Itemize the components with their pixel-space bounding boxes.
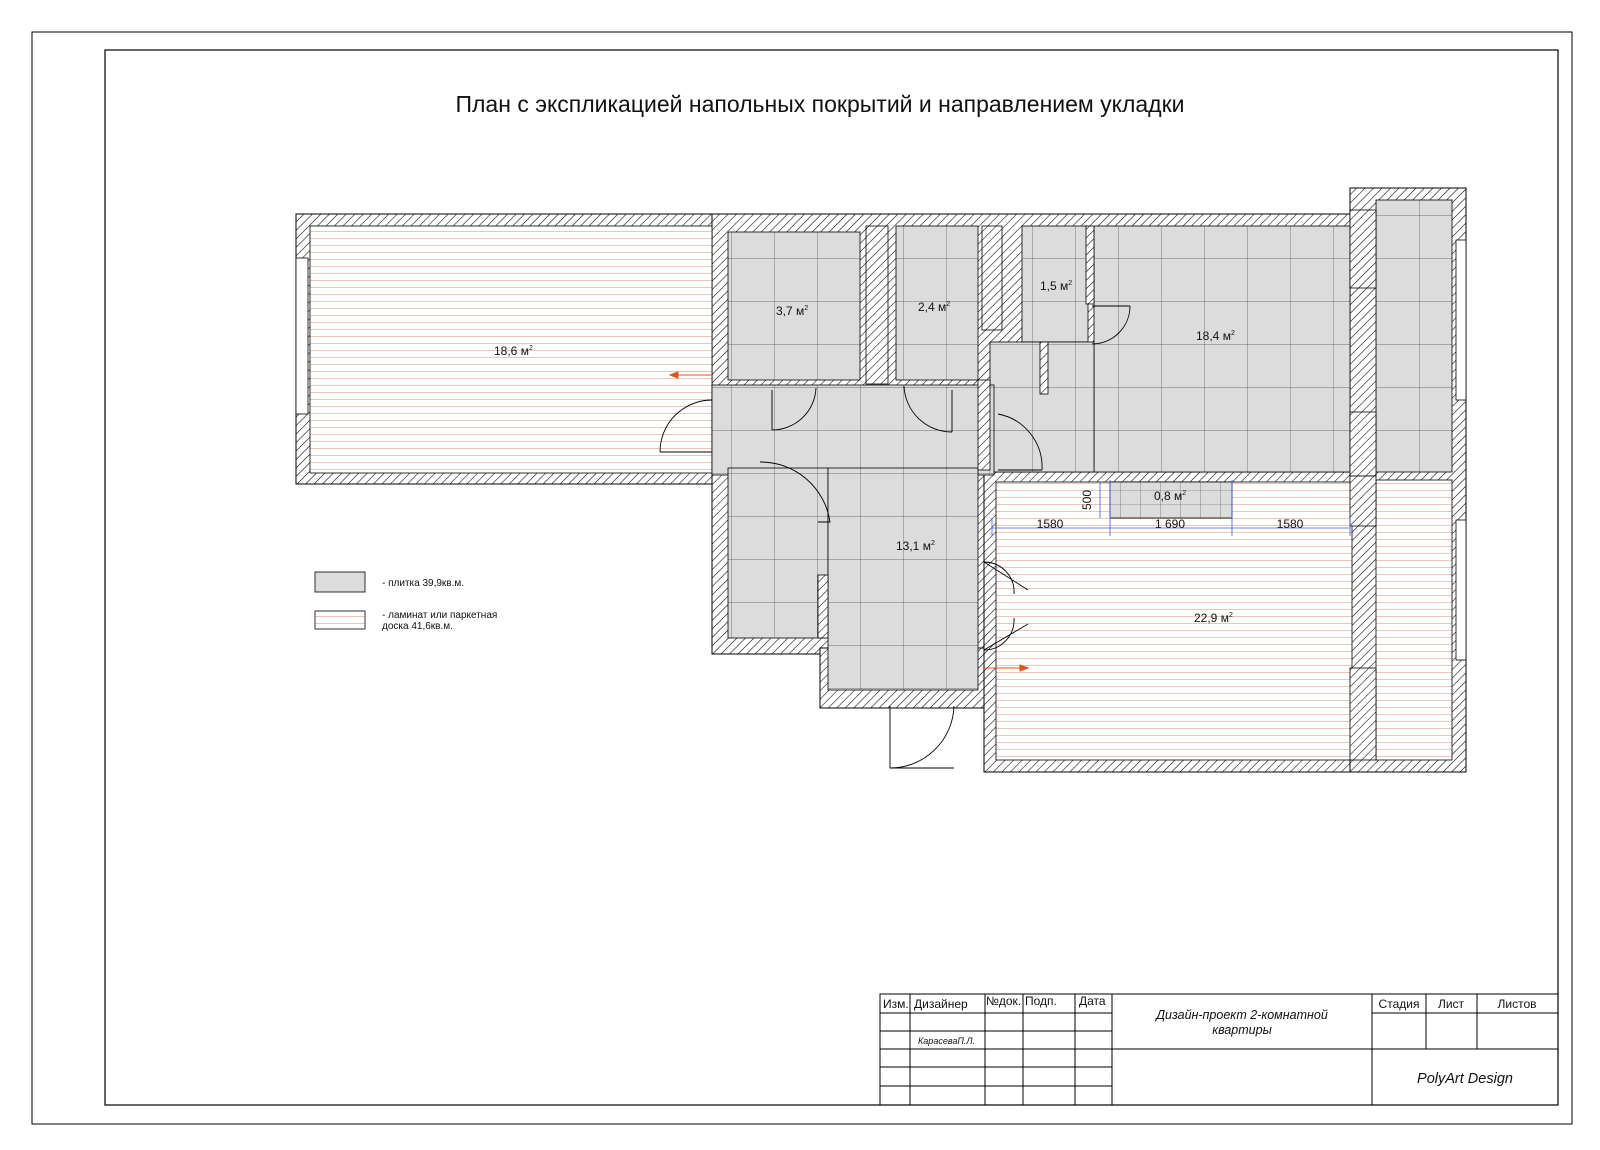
- balcony-floor-top: [1376, 200, 1452, 472]
- tb-data: Дата: [1079, 994, 1106, 1008]
- window-right-top: [1456, 240, 1466, 400]
- tb-designer: Дизайнер: [914, 997, 968, 1011]
- dimension-500: 500: [1080, 489, 1094, 511]
- room-area-living: 18,6 $м^2$: [494, 344, 533, 358]
- tb-project-line1: Дизайн-проект 2-комнатной: [1156, 1008, 1328, 1022]
- room-floor-kitchen: [1094, 226, 1350, 472]
- room-area-kitchen: 18,4 $м^2$: [1196, 329, 1235, 343]
- door-entrance: [890, 706, 954, 768]
- legend-swatch-laminate: [315, 611, 365, 629]
- tb-stage: Стадия: [1378, 997, 1420, 1011]
- balcony-floor-bottom: [1376, 480, 1452, 760]
- room-floor-hall: [828, 468, 978, 690]
- window-right-bottom: [1456, 520, 1466, 660]
- dimension-1580-right: 1580: [1276, 517, 1304, 531]
- tb-izm: Изм.: [883, 997, 909, 1011]
- legend: [315, 572, 497, 632]
- room-floor-hall-left: [728, 468, 828, 638]
- room-area-bath-1: 3,7 $м^2$: [776, 304, 809, 318]
- room-area-hall: 13,1 $м^2$: [896, 539, 935, 553]
- legend-laminate-text-1: - ламинат или паркетная: [382, 610, 498, 621]
- legend-tile-text: - плитка 39,9кв.м.: [382, 578, 465, 589]
- dimension-1690: 1 690: [1154, 517, 1186, 531]
- dimension-1580-left: 1580: [1036, 517, 1064, 531]
- drawing-title: План с экспликацией напольных покрытий и направлением укладки: [455, 91, 1185, 117]
- legend-swatch-tile: [315, 572, 365, 592]
- floor-plan: [296, 188, 1466, 772]
- room-area-bath-2: 2,4 $м^2$: [918, 300, 951, 314]
- tb-firm: PolyArt Design: [1417, 1071, 1513, 1087]
- room-area-bedroom: 22,9 $м^2$: [1194, 611, 1233, 625]
- tb-sheet: Лист: [1437, 997, 1465, 1011]
- room-area-niche: 0,8 $м^2$: [1154, 489, 1187, 503]
- tb-designer-name: КарасеваП.Л.: [918, 1036, 976, 1046]
- legend-laminate-text-2: доска 41,6кв.м.: [382, 621, 453, 632]
- tb-project-line2: квартиры: [1212, 1023, 1272, 1037]
- tb-ndok: №док.: [986, 994, 1022, 1008]
- tb-podp: Подп.: [1025, 994, 1057, 1008]
- room-area-storage: 1,5 $м^2$: [1040, 279, 1073, 293]
- title-block-texts: [883, 994, 1537, 1087]
- tb-sheets: Листов: [1497, 997, 1537, 1011]
- window-left: [296, 258, 308, 414]
